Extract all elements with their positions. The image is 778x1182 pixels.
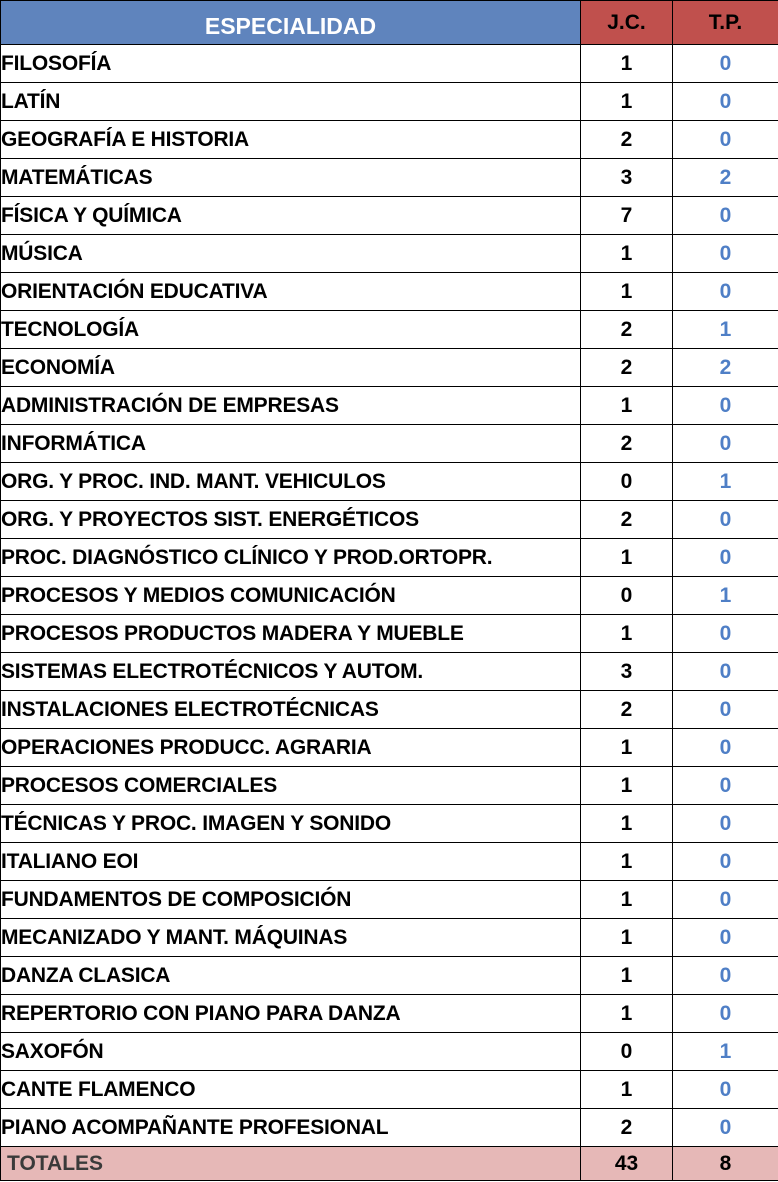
jc-cell[interactable]: 1: [581, 615, 673, 653]
especialidad-cell[interactable]: PROCESOS PRODUCTOS MADERA Y MUEBLE: [1, 615, 581, 653]
header-jc[interactable]: J.C.: [581, 1, 673, 45]
tp-cell[interactable]: 1: [673, 577, 778, 615]
jc-cell[interactable]: 1: [581, 83, 673, 121]
jc-cell[interactable]: 2: [581, 691, 673, 729]
tp-cell[interactable]: 0: [673, 539, 778, 577]
table-row: [1, 197, 778, 235]
table-body: [1, 45, 778, 1147]
jc-cell[interactable]: 1: [581, 957, 673, 995]
tp-cell[interactable]: 1: [673, 311, 778, 349]
especialidad-cell[interactable]: PROCESOS Y MEDIOS COMUNICACIÓN: [1, 577, 581, 615]
jc-cell[interactable]: 0: [581, 577, 673, 615]
tp-cell[interactable]: 1: [673, 1033, 778, 1071]
jc-cell[interactable]: 1: [581, 45, 673, 83]
especialidad-cell[interactable]: DANZA CLASICA: [1, 957, 581, 995]
table-row: [1, 501, 778, 539]
table-row: [1, 159, 778, 197]
jc-cell[interactable]: 3: [581, 159, 673, 197]
table-row: [1, 311, 778, 349]
jc-cell[interactable]: 1: [581, 995, 673, 1033]
tp-cell[interactable]: 0: [673, 1071, 778, 1109]
table-row: [1, 919, 778, 957]
especialidad-cell[interactable]: ORG. Y PROYECTOS SIST. ENERGÉTICOS: [1, 501, 581, 539]
table-row: [1, 273, 778, 311]
tp-cell[interactable]: 2: [673, 159, 778, 197]
table-row: [1, 235, 778, 273]
tp-cell[interactable]: 0: [673, 121, 778, 159]
jc-cell[interactable]: 0: [581, 1033, 673, 1071]
jc-cell[interactable]: 2: [581, 425, 673, 463]
table-row: [1, 45, 778, 83]
especialidad-cell[interactable]: INFORMÁTICA: [1, 425, 581, 463]
tp-cell[interactable]: 0: [673, 957, 778, 995]
table-row: [1, 349, 778, 387]
table-row: [1, 957, 778, 995]
jc-cell[interactable]: 1: [581, 729, 673, 767]
table-row: [1, 1033, 778, 1071]
jc-cell[interactable]: 1: [581, 767, 673, 805]
especialidad-cell[interactable]: PROCESOS COMERCIALES: [1, 767, 581, 805]
table-row: [1, 881, 778, 919]
jc-cell[interactable]: 0: [581, 463, 673, 501]
header-especialidad[interactable]: ESPECIALIDAD: [1, 1, 581, 45]
tp-cell[interactable]: 0: [673, 995, 778, 1033]
table-row: [1, 995, 778, 1033]
tp-cell[interactable]: 0: [673, 1109, 778, 1147]
table-row: [1, 653, 778, 691]
especialidad-cell[interactable]: REPERTORIO CON PIANO PARA DANZA: [1, 995, 581, 1033]
jc-cell[interactable]: 1: [581, 881, 673, 919]
totals-jc[interactable]: 43: [581, 1147, 673, 1181]
jc-cell[interactable]: 1: [581, 1071, 673, 1109]
tp-cell[interactable]: 0: [673, 45, 778, 83]
table-row: [1, 805, 778, 843]
especialidad-cell[interactable]: FILOSOFÍA: [1, 45, 581, 83]
especialidad-cell[interactable]: TECNOLOGÍA: [1, 311, 581, 349]
especialidad-cell[interactable]: ITALIANO EOI: [1, 843, 581, 881]
especialidad-cell[interactable]: TÉCNICAS Y PROC. IMAGEN Y SONIDO: [1, 805, 581, 843]
especialidad-cell[interactable]: ORG. Y PROC. IND. MANT. VEHICULOS: [1, 463, 581, 501]
tp-cell[interactable]: 0: [673, 691, 778, 729]
especialidad-cell[interactable]: MATEMÁTICAS: [1, 159, 581, 197]
tp-cell[interactable]: 0: [673, 197, 778, 235]
especialidad-cell[interactable]: ADMINISTRACIÓN DE EMPRESAS: [1, 387, 581, 425]
table-row: [1, 691, 778, 729]
jc-cell[interactable]: 2: [581, 1109, 673, 1147]
tp-cell[interactable]: 0: [673, 615, 778, 653]
especialidad-cell[interactable]: ECONOMÍA: [1, 349, 581, 387]
table-row: [1, 577, 778, 615]
tp-cell[interactable]: 0: [673, 653, 778, 691]
tp-cell[interactable]: 1: [673, 463, 778, 501]
especialidad-cell[interactable]: SISTEMAS ELECTROTÉCNICOS Y AUTOM.: [1, 653, 581, 691]
tp-cell[interactable]: 0: [673, 83, 778, 121]
jc-cell[interactable]: 7: [581, 197, 673, 235]
jc-cell[interactable]: 2: [581, 349, 673, 387]
jc-cell[interactable]: 2: [581, 501, 673, 539]
totals-row: [1, 1147, 778, 1181]
jc-cell[interactable]: 1: [581, 235, 673, 273]
table-row: [1, 387, 778, 425]
especialidad-cell[interactable]: FUNDAMENTOS DE COMPOSICIÓN: [1, 881, 581, 919]
jc-cell[interactable]: 3: [581, 653, 673, 691]
header-tp[interactable]: T.P.: [673, 1, 778, 45]
especialidad-cell[interactable]: INSTALACIONES ELECTROTÉCNICAS: [1, 691, 581, 729]
header-row: [1, 1, 778, 45]
especialidad-cell[interactable]: PROC. DIAGNÓSTICO CLÍNICO Y PROD.ORTOPR.: [1, 539, 581, 577]
especialidad-cell[interactable]: PIANO ACOMPAÑANTE PROFESIONAL: [1, 1109, 581, 1147]
jc-cell[interactable]: 2: [581, 311, 673, 349]
tp-cell[interactable]: 0: [673, 273, 778, 311]
especialidad-cell[interactable]: FÍSICA Y QUÍMICA: [1, 197, 581, 235]
jc-cell[interactable]: 2: [581, 121, 673, 159]
table-row: [1, 1071, 778, 1109]
tp-cell[interactable]: 0: [673, 501, 778, 539]
jc-cell[interactable]: 1: [581, 539, 673, 577]
table-row: [1, 463, 778, 501]
table-row: [1, 539, 778, 577]
tp-cell[interactable]: 0: [673, 881, 778, 919]
tp-cell[interactable]: 0: [673, 235, 778, 273]
especialidad-cell[interactable]: ORIENTACIÓN EDUCATIVA: [1, 273, 581, 311]
especialidad-cell[interactable]: LATÍN: [1, 83, 581, 121]
tp-cell[interactable]: 0: [673, 729, 778, 767]
table-row: [1, 1109, 778, 1147]
tp-cell[interactable]: 2: [673, 349, 778, 387]
jc-cell[interactable]: 1: [581, 805, 673, 843]
totals-tp[interactable]: 8: [673, 1147, 778, 1181]
jc-cell[interactable]: 1: [581, 273, 673, 311]
jc-cell[interactable]: 1: [581, 919, 673, 957]
jc-cell[interactable]: 1: [581, 843, 673, 881]
table-row: [1, 729, 778, 767]
especialidad-cell[interactable]: SAXOFÓN: [1, 1033, 581, 1071]
totals-label[interactable]: TOTALES: [1, 1147, 581, 1181]
especialidad-cell[interactable]: OPERACIONES PRODUCC. AGRARIA: [1, 729, 581, 767]
tp-cell[interactable]: 0: [673, 387, 778, 425]
especialidad-cell[interactable]: CANTE FLAMENCO: [1, 1071, 581, 1109]
especialidad-cell[interactable]: MECANIZADO Y MANT. MÁQUINAS: [1, 919, 581, 957]
tp-cell[interactable]: 0: [673, 919, 778, 957]
tp-cell[interactable]: 0: [673, 843, 778, 881]
table-row: [1, 843, 778, 881]
table-row: [1, 615, 778, 653]
table-row: [1, 767, 778, 805]
table-row: [1, 121, 778, 159]
table-row: [1, 83, 778, 121]
especialidad-cell[interactable]: GEOGRAFÍA E HISTORIA: [1, 121, 581, 159]
tp-cell[interactable]: 0: [673, 805, 778, 843]
table-row: [1, 425, 778, 463]
jc-cell[interactable]: 1: [581, 387, 673, 425]
especialidad-cell[interactable]: MÚSICA: [1, 235, 581, 273]
tp-cell[interactable]: 0: [673, 425, 778, 463]
tp-cell[interactable]: 0: [673, 767, 778, 805]
